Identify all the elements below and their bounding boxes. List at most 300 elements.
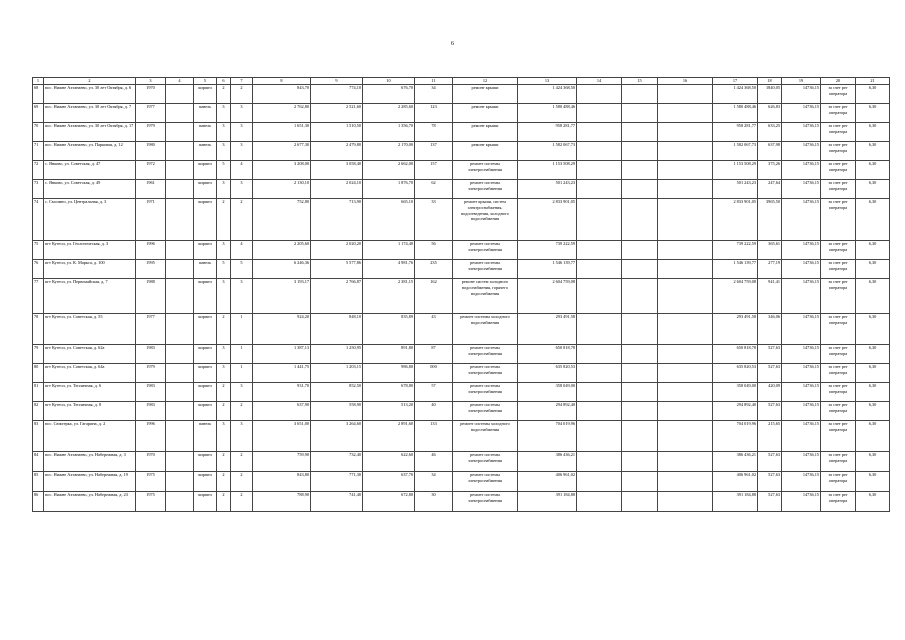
cell-empty (577, 314, 622, 345)
cell-n: 78 (33, 314, 44, 345)
cell-empty (622, 472, 658, 492)
cell-year: 1979 (136, 364, 166, 383)
cell-a2: 5 577,86 (311, 260, 363, 279)
cell-empty (166, 421, 194, 452)
header-cell: 6 (217, 78, 231, 85)
cell-term: 6,30 (856, 180, 890, 199)
cell-term: 6,30 (856, 472, 890, 492)
cell-f: 5 (217, 260, 231, 279)
header-cell: 13 (518, 78, 577, 85)
header-cell: 12 (453, 78, 518, 85)
cell-p: 2 (231, 402, 253, 421)
cell-empty (166, 123, 194, 142)
cell-mat: кирпич (194, 345, 217, 364)
cell-work: ремонт системы электроснабжения (453, 383, 518, 402)
table-row (33, 314, 890, 345)
cell-f: 3 (217, 241, 231, 260)
cell-a3: 1 356,70 (363, 123, 415, 142)
header-cell: 1 (33, 78, 44, 85)
cell-total: 501 243,23 (518, 180, 577, 199)
cell-a2: 2 024,10 (311, 180, 363, 199)
cell-total: 958 281,77 (518, 123, 577, 142)
cell-fund: 704 019,96 (713, 421, 758, 452)
cell-lim: 14736,15 (782, 452, 821, 472)
cell-empty (577, 199, 622, 241)
cell-term: 6,30 (856, 492, 890, 512)
header-row (33, 78, 890, 85)
cell-fund: 406 961,02 (713, 472, 758, 492)
cell-n: 85 (33, 472, 44, 492)
cell-empty (166, 402, 194, 421)
cell-empty (622, 364, 658, 383)
cell-p: 2 (231, 85, 253, 104)
cell-a1: 843,80 (253, 472, 311, 492)
cell-fund: 293 491,58 (713, 314, 758, 345)
cell-empty (577, 180, 622, 199)
cell-empty (622, 161, 658, 180)
cell-work: ремонт крыши (453, 85, 518, 104)
cell-empty (166, 199, 194, 241)
cell-mat: кирпич (194, 161, 217, 180)
cell-src: за счет рег оператора (821, 104, 856, 123)
cell-a2: 774,10 (311, 85, 363, 104)
cell-a3: 2 285,60 (363, 104, 415, 123)
cell-lim: 14736,15 (782, 314, 821, 345)
cell-mat: кирпич (194, 452, 217, 472)
table-row (33, 260, 890, 279)
cell-n: 68 (33, 85, 44, 104)
cell-empty (658, 161, 713, 180)
cell-term: 6,30 (856, 364, 890, 383)
cell-empty (658, 364, 713, 383)
cell-fund: 386 436,21 (713, 452, 758, 472)
cell-src: за счет рег оператора (821, 85, 856, 104)
cell-p: 3 (231, 142, 253, 161)
cell-year: 1970 (136, 85, 166, 104)
cell-n: 73 (33, 180, 44, 199)
cell-unit: 247,64 (758, 180, 782, 199)
cell-f: 3 (217, 104, 231, 123)
cell-res: 30 (415, 492, 453, 512)
cell-a2: 852,50 (311, 383, 363, 402)
cell-empty (658, 180, 713, 199)
cell-total: 704 019,96 (518, 421, 577, 452)
cell-a2: 771,30 (311, 472, 363, 492)
cell-empty (577, 123, 622, 142)
cell-year: 1970 (136, 452, 166, 472)
cell-res: 34 (415, 472, 453, 492)
cell-a3: 1 174,40 (363, 241, 415, 260)
cell-empty (622, 383, 658, 402)
table-row (33, 421, 890, 452)
cell-empty (658, 104, 713, 123)
cell-empty (622, 180, 658, 199)
cell-empty (577, 345, 622, 364)
cell-src: за счет рег оператора (821, 199, 856, 241)
cell-n: 86 (33, 492, 44, 512)
cell-fund: 958 281,77 (713, 123, 758, 142)
header-cell: 16 (658, 78, 713, 85)
cell-src: за счет рег оператора (821, 421, 856, 452)
cell-empty (658, 199, 713, 241)
cell-total: 1 153 508,29 (518, 161, 577, 180)
cell-p: 2 (231, 199, 253, 241)
cell-total: 650 818,78 (518, 345, 577, 364)
cell-f: 3 (217, 180, 231, 199)
header-cell: 19 (782, 78, 821, 85)
cell-a3: 637,70 (363, 472, 415, 492)
cell-p: 2 (231, 472, 253, 492)
cell-n: 71 (33, 142, 44, 161)
header-cell: 18 (758, 78, 782, 85)
cell-empty (166, 260, 194, 279)
cell-n: 82 (33, 402, 44, 421)
cell-total: 1 546 139,77 (518, 260, 577, 279)
cell-empty (577, 364, 622, 383)
cell-src: за счет рег оператора (821, 345, 856, 364)
cell-mat: кирпич (194, 85, 217, 104)
cell-addr: пгт Кугеси, ул. Советская, д. 55 (44, 314, 136, 345)
cell-empty (166, 452, 194, 472)
cell-res: 78 (415, 123, 453, 142)
cell-res: 137 (415, 142, 453, 161)
cell-mat: кирпич (194, 472, 217, 492)
cell-work: ремонт крыши, систем электроснабжения, водоотведения, холодного водоснабжения (453, 199, 518, 241)
cell-n: 74 (33, 199, 44, 241)
cell-src: за счет рег оператора (821, 241, 856, 260)
cell-res: 157 (415, 161, 453, 180)
cell-unit: 527,63 (758, 402, 782, 421)
table-row (33, 104, 890, 123)
cell-a2: 713,90 (311, 199, 363, 241)
cell-addr: пос. Нижне Ахтанаево, ул. Набережная, д. 19 (44, 472, 136, 492)
cell-year: 1971 (136, 199, 166, 241)
cell-mat: кирпич (194, 402, 217, 421)
cell-f: 3 (217, 421, 231, 452)
cell-p: 3 (231, 421, 253, 452)
cell-n: 70 (33, 123, 44, 142)
cell-year: 1979 (136, 123, 166, 142)
cell-lim: 14736,15 (782, 364, 821, 383)
cell-src: за счет рег оператора (821, 123, 856, 142)
cell-a2: 1 250,95 (311, 345, 363, 364)
cell-addr: с. Янково, ул. Советская, д. 49 (44, 180, 136, 199)
cell-mat: панель (194, 260, 217, 279)
cell-f: 3 (217, 142, 231, 161)
cell-a2: 2 521,60 (311, 104, 363, 123)
cell-empty (577, 142, 622, 161)
cell-unit: 527,63 (758, 452, 782, 472)
cell-lim: 14736,15 (782, 85, 821, 104)
table-row (33, 383, 890, 402)
cell-total: 1 582 067,73 (518, 142, 577, 161)
cell-a3: 986,80 (363, 364, 415, 383)
cell-a2: 3 264,60 (311, 421, 363, 452)
cell-unit: 633,25 (758, 123, 782, 142)
cell-p: 3 (231, 279, 253, 314)
cell-fund: 1 153 508,29 (713, 161, 758, 180)
cell-work: ремонт системы электроснабжения (453, 364, 518, 383)
cell-unit: 277,19 (758, 260, 782, 279)
cell-unit: 527,63 (758, 492, 782, 512)
cell-n: 81 (33, 383, 44, 402)
cell-a1: 2 130,10 (253, 180, 311, 199)
cell-work: ремонт системы электроснабжения (453, 472, 518, 492)
cell-n: 77 (33, 279, 44, 314)
cell-total: 391 184,88 (518, 492, 577, 512)
header-cell: 3 (136, 78, 166, 85)
cell-year: 1975 (136, 472, 166, 492)
cell-term: 6,30 (856, 383, 890, 402)
cell-fund: 1 424 368,50 (713, 85, 758, 104)
cell-empty (622, 199, 658, 241)
cell-src: за счет рег оператора (821, 383, 856, 402)
cell-a3: 622,60 (363, 452, 415, 472)
cell-empty (166, 241, 194, 260)
cell-total: 358 049,00 (518, 383, 577, 402)
cell-unit: 1840,05 (758, 85, 782, 104)
cell-work: ремонт системы электроснабжения (453, 345, 518, 364)
cell-p: 4 (231, 241, 253, 260)
cell-addr: пос. Нижне Ахтанаево, ул. 30 лет Октября, д. 17 (44, 123, 136, 142)
cell-year: 1983 (136, 383, 166, 402)
cell-lim: 14736,15 (782, 492, 821, 512)
cell-f: 2 (217, 452, 231, 472)
cell-a1: 1 387,13 (253, 345, 311, 364)
cell-lim: 14736,15 (782, 383, 821, 402)
cell-fund: 2 833 901,05 (713, 199, 758, 241)
cell-term: 6,30 (856, 345, 890, 364)
cell-res: 57 (415, 383, 453, 402)
cell-addr: пгт Кугеси, ул. Тепличная, д. 8 (44, 402, 136, 421)
cell-empty (577, 402, 622, 421)
cell-a1: 1 441,75 (253, 364, 311, 383)
header-cell: 14 (577, 78, 622, 85)
cell-res: 56 (415, 241, 453, 260)
cell-empty (658, 345, 713, 364)
cell-mat: кирпич (194, 241, 217, 260)
cell-a3: 2 170,00 (363, 142, 415, 161)
table-row (33, 241, 890, 260)
cell-a3: 835,89 (363, 314, 415, 345)
cell-p: 1 (231, 345, 253, 364)
cell-empty (166, 142, 194, 161)
cell-term: 6,30 (856, 104, 890, 123)
cell-work: ремонт крыши (453, 104, 518, 123)
cell-work: ремонт системы электроснабжения (453, 180, 518, 199)
cell-n: 75 (33, 241, 44, 260)
cell-empty (622, 402, 658, 421)
cell-year: 1977 (136, 314, 166, 345)
header-cell: 17 (713, 78, 758, 85)
cell-a1: 3 193,17 (253, 279, 311, 314)
cell-lim: 14736,15 (782, 142, 821, 161)
cell-fund: 294 892,40 (713, 402, 758, 421)
header-cell: 5 (194, 78, 217, 85)
cell-p: 1 (231, 364, 253, 383)
cell-a1: 2 677,30 (253, 142, 311, 161)
cell-empty (622, 421, 658, 452)
page-number: 6 (451, 41, 454, 47)
cell-total: 1 580 488,46 (518, 104, 577, 123)
cell-empty (166, 180, 194, 199)
cell-res: 62 (415, 180, 453, 199)
cell-lim: 14736,15 (782, 123, 821, 142)
cell-addr: пос. Нижне Ахтанаево, ул. Набережная, д. 23 (44, 492, 136, 512)
cell-a1: 637,90 (253, 402, 311, 421)
cell-empty (166, 314, 194, 345)
cell-unit: 375,26 (758, 161, 782, 180)
cell-term: 6,30 (856, 142, 890, 161)
cell-a1: 1 651,30 (253, 123, 311, 142)
cell-empty (658, 402, 713, 421)
cell-src: за счет рег оператора (821, 314, 856, 345)
cell-res: 87 (415, 345, 453, 364)
cell-a1: 759,90 (253, 452, 311, 472)
cell-n: 80 (33, 364, 44, 383)
table-row (33, 123, 890, 142)
cell-src: за счет рег оператора (821, 180, 856, 199)
cell-p: 3 (231, 104, 253, 123)
table-row (33, 472, 890, 492)
cell-mat: кирпич (194, 383, 217, 402)
cell-unit: 527,63 (758, 472, 782, 492)
header-cell: 7 (231, 78, 253, 85)
table-row (33, 161, 890, 180)
cell-total: 635 820,53 (518, 364, 577, 383)
cell-total: 2 833 901,05 (518, 199, 577, 241)
cell-empty (577, 241, 622, 260)
cell-empty (166, 104, 194, 123)
table-row (33, 364, 890, 383)
cell-lim: 14736,15 (782, 472, 821, 492)
cell-p: 1 (231, 314, 253, 345)
cell-total: 294 892,40 (518, 402, 577, 421)
cell-f: 2 (217, 402, 231, 421)
cell-unit: 637,98 (758, 142, 782, 161)
cell-res: 33 (415, 199, 453, 241)
header-cell: 15 (622, 78, 658, 85)
cell-src: за счет рег оператора (821, 492, 856, 512)
cell-empty (622, 123, 658, 142)
cell-term: 6,30 (856, 421, 890, 452)
cell-empty (577, 472, 622, 492)
cell-empty (622, 241, 658, 260)
cell-term: 6,30 (856, 260, 890, 279)
cell-term: 6,30 (856, 402, 890, 421)
cell-work: ремонт крыши (453, 142, 518, 161)
cell-empty (658, 142, 713, 161)
cell-a1: 2 762,80 (253, 104, 311, 123)
cell-a2: 741,40 (311, 492, 363, 512)
cell-addr: пос. Сюктерка, ул. Гагарина, д. 2 (44, 421, 136, 452)
cell-empty (658, 452, 713, 472)
cell-lim: 14736,15 (782, 199, 821, 241)
cell-unit: 527,63 (758, 364, 782, 383)
cell-res: 000 (415, 364, 453, 383)
cell-fund: 358 049,00 (713, 383, 758, 402)
cell-res: 40 (415, 402, 453, 421)
cell-a1: 3 651,00 (253, 421, 311, 452)
cell-n: 79 (33, 345, 44, 364)
cell-f: 3 (217, 279, 231, 314)
cell-term: 6,30 (856, 452, 890, 472)
cell-addr: пгт Кугеси, ул. Советская, д. 62а (44, 345, 136, 364)
cell-total: 406 961,02 (518, 472, 577, 492)
cell-src: за счет рег оператора (821, 452, 856, 472)
cell-term: 6,30 (856, 199, 890, 241)
cell-a2: 2 766,87 (311, 279, 363, 314)
cell-year: 1995 (136, 260, 166, 279)
cell-lim: 14736,15 (782, 421, 821, 452)
cell-work: ремонт системы электроснабжения (453, 260, 518, 279)
cell-a3: 676,70 (363, 85, 415, 104)
cell-year: 1996 (136, 421, 166, 452)
cell-res: 123 (415, 104, 453, 123)
cell-fund: 650 818,78 (713, 345, 758, 364)
cell-empty (166, 85, 194, 104)
cell-src: за счет рег оператора (821, 279, 856, 314)
cell-total: 739 222,59 (518, 241, 577, 260)
cell-a1: 931,70 (253, 383, 311, 402)
cell-fund: 391 184,88 (713, 492, 758, 512)
cell-fund: 635 820,53 (713, 364, 758, 383)
cell-lim: 14736,15 (782, 161, 821, 180)
cell-a3: 2 381,15 (363, 279, 415, 314)
cell-work: ремонт систем холодного водоснабжения, горячего водоснабжения (453, 279, 518, 314)
cell-term: 6,30 (856, 161, 890, 180)
cell-year: 1961 (136, 180, 166, 199)
header-cell: 11 (415, 78, 453, 85)
header-cell: 10 (363, 78, 415, 85)
cell-empty (166, 161, 194, 180)
cell-unit: 3965,50 (758, 199, 782, 241)
cell-year: 1975 (136, 492, 166, 512)
cell-res: 34 (415, 85, 453, 104)
cell-n: 84 (33, 452, 44, 472)
cell-a1: 6 246,36 (253, 260, 311, 279)
cell-empty (622, 104, 658, 123)
cell-year: 1983 (136, 402, 166, 421)
cell-empty (577, 452, 622, 472)
cell-year: 1983 (136, 345, 166, 364)
cell-empty (577, 383, 622, 402)
cell-n: 83 (33, 421, 44, 452)
cell-a1: 924,20 (253, 314, 311, 345)
header-cell: 2 (44, 78, 136, 85)
cell-a3: 665,10 (363, 199, 415, 241)
cell-empty (577, 279, 622, 314)
cell-empty (622, 345, 658, 364)
cell-lim: 14736,15 (782, 241, 821, 260)
table-row (33, 279, 890, 314)
cell-empty (658, 85, 713, 104)
cell-f: 2 (217, 492, 231, 512)
cell-p: 3 (231, 180, 253, 199)
cell-work: ремонт системы электроснабжения (453, 452, 518, 472)
header-cell: 20 (821, 78, 856, 85)
table-row (33, 402, 890, 421)
cell-work: ремонт системы электроснабжения (453, 492, 518, 512)
cell-mat: панель (194, 421, 217, 452)
cell-a2: 732,40 (311, 452, 363, 472)
cell-a3: 4 981,76 (363, 260, 415, 279)
cell-unit: 941,41 (758, 279, 782, 314)
cell-addr: пгт Кугеси, ул. Геологическая, д. 3 (44, 241, 136, 260)
table-row (33, 85, 890, 104)
table-row (33, 492, 890, 512)
cell-empty (622, 279, 658, 314)
